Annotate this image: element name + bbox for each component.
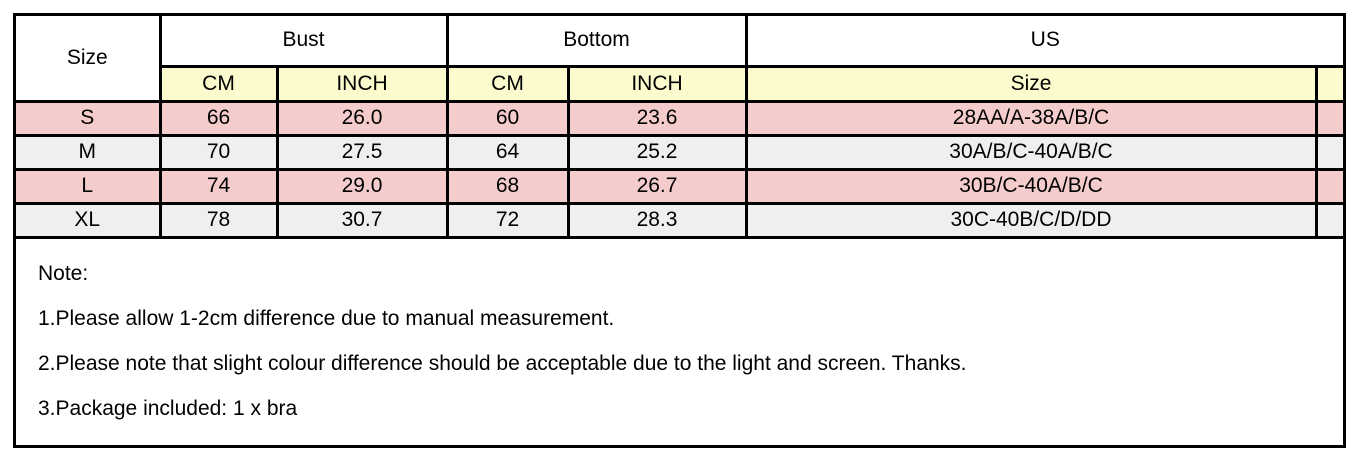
- cell-bottom-inch: 23.6: [568, 101, 746, 135]
- size-chart-panel: [13, 13, 1346, 448]
- cell-bottom-inch: 26.7: [568, 169, 746, 203]
- note-line-3: 3.Package included: 1 x bra: [38, 396, 298, 420]
- column-group-bottom: Bottom: [447, 16, 746, 66]
- cell-bottom-inch: 25.2: [568, 135, 746, 169]
- cell-size: M: [16, 135, 160, 169]
- cell-bottom-inch: 28.3: [568, 203, 746, 237]
- cell-us-size: 28AA/A-38A/B/C: [746, 101, 1316, 135]
- notes-section: [16, 239, 1343, 419]
- table-row-l: [16, 169, 1343, 203]
- cell-bottom-cm: 60: [447, 101, 568, 135]
- column-header-bottom-inch: INCH: [568, 66, 746, 101]
- cell-bust-inch: 29.0: [277, 169, 447, 203]
- table-header-row-groups: [16, 16, 1343, 66]
- cell-bust-inch: 30.7: [277, 203, 447, 237]
- table-row-s: [16, 101, 1343, 135]
- cell-spacer: [1316, 203, 1343, 237]
- cell-size: S: [16, 101, 160, 135]
- column-header-bust-inch: INCH: [277, 66, 447, 101]
- cell-bust-inch: 26.0: [277, 101, 447, 135]
- cell-size: L: [16, 169, 160, 203]
- cell-us-size: 30A/B/C-40A/B/C: [746, 135, 1316, 169]
- column-group-us: US: [746, 16, 1343, 66]
- cell-size: XL: [16, 203, 160, 237]
- column-header-size: Size: [16, 16, 160, 101]
- column-group-bust: Bust: [160, 16, 447, 66]
- cell-us-size: 30B/C-40A/B/C: [746, 169, 1316, 203]
- column-header-bust-cm: CM: [160, 66, 277, 101]
- table-row-xl: [16, 203, 1343, 237]
- cell-bust-cm: 74: [160, 169, 277, 203]
- cell-bottom-cm: 68: [447, 169, 568, 203]
- cell-bust-cm: 66: [160, 101, 277, 135]
- note-line-2: 2.Please note that slight colour difference should be acceptable due to the light and screen. Thanks.: [38, 351, 967, 375]
- column-header-us-size: Size: [746, 66, 1316, 101]
- table-row-m: [16, 135, 1343, 169]
- cell-spacer: [1316, 135, 1343, 169]
- cell-bottom-cm: 64: [447, 135, 568, 169]
- cell-spacer: [1316, 101, 1343, 135]
- cell-bust-inch: 27.5: [277, 135, 447, 169]
- table-header-row-units: [16, 66, 1343, 101]
- notes-title: Note:: [38, 261, 89, 285]
- cell-bust-cm: 78: [160, 203, 277, 237]
- cell-bottom-cm: 72: [447, 203, 568, 237]
- cell-spacer: [1316, 169, 1343, 203]
- cell-bust-cm: 70: [160, 135, 277, 169]
- column-header-bottom-cm: CM: [447, 66, 568, 101]
- cell-us-size: 30C-40B/C/D/DD: [746, 203, 1316, 237]
- note-line-1: 1.Please allow 1-2cm difference due to manual measurement.: [38, 306, 615, 330]
- column-header-spacer: [1316, 66, 1343, 101]
- size-chart-table: [16, 16, 1343, 239]
